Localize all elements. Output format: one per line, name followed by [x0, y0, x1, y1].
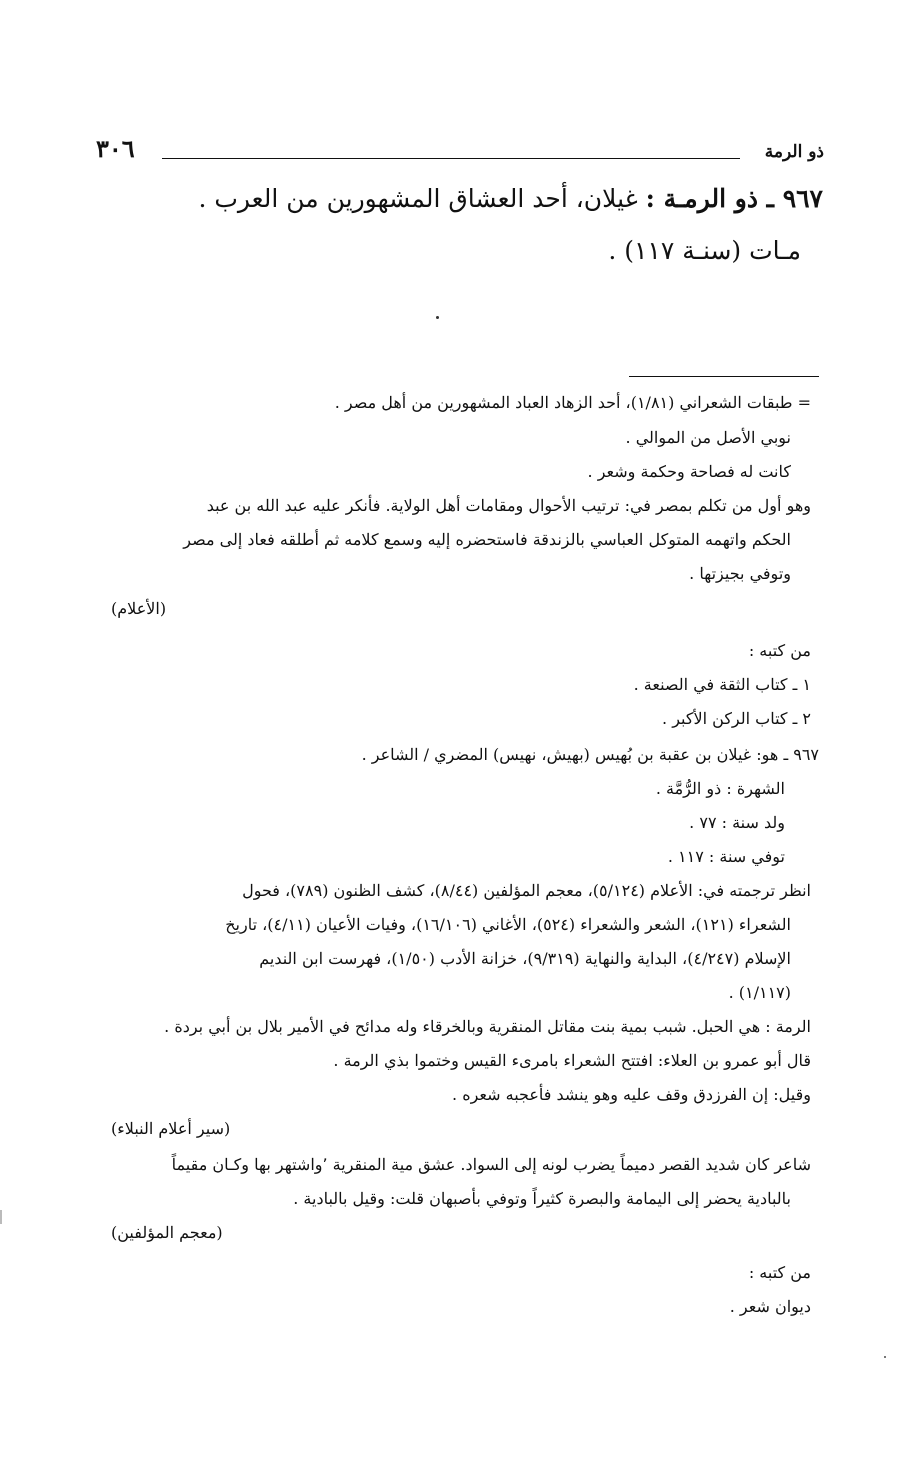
- footnote-line: وقيل: إن الفرزدق وقف عليه وهو ينشد فأعجبه شعره .: [452, 1085, 811, 1104]
- footnote-line: الرمة : هي الحبل. شبب بمية بنت مقاتل المنقرية وبالخرقاء وله مدائح في الأمير بلال بن أبي بردة .: [164, 1017, 811, 1036]
- footnote-line: = طبقات الشعراني (١/٨١)، أحد الزهاد العباد المشهورين من أهل مصر .: [334, 393, 811, 412]
- page-number: ٣٠٦: [96, 134, 135, 163]
- footnote-line: الشهرة : ذو الرُّمَّة .: [655, 779, 785, 798]
- footnote-line: كانت له فصاحة وحكمة وشعر .: [587, 462, 791, 481]
- stray-mark: [436, 316, 439, 319]
- footnote-line: توفي سنة : ١١٧ .: [667, 847, 785, 866]
- footnote-line: شاعر كان شديد القصر دميماً يضرب لونه إلى السواد. عشق مية المنقرية ٬واشتهر بها وكـان مقيماً: [171, 1155, 811, 1174]
- footnote-line: ولد سنة : ٧٧ .: [689, 813, 785, 832]
- footnote-line: من كتبه :: [748, 641, 811, 660]
- entry-line-1: [183, 184, 823, 213]
- footnote-line: ٢ ـ كتاب الركن الأكبر .: [662, 709, 811, 728]
- footnote-line: من كتبه :: [748, 1263, 811, 1282]
- source-citation: (سير أعلام النبلاء): [111, 1119, 231, 1138]
- footnote-line: ١ ـ كتاب الثقة في الصنعة .: [633, 675, 811, 694]
- footnote-line: الشعراء (١٢١)، الشعر والشعراء (٥٢٤)، الأغاني (١٦/١٠٦)، وفيات الأعيان (٤/١١)، تاريخ: [225, 915, 791, 934]
- source-citation: (الأعلام): [111, 599, 167, 618]
- header-rule: [162, 158, 740, 159]
- source-citation: (معجم المؤلفين): [111, 1223, 223, 1242]
- footnote-line: (١/١١٧) .: [728, 983, 791, 1002]
- footnote-line: قال أبو عمرو بن العلاء: افتتح الشعراء بامرىء القيس وختموا بذي الرمة .: [333, 1051, 811, 1070]
- footnote-line: ٩٦٧ ـ هو: غيلان بن عقبة بن بُهيس (بهيش، نهيس) المضري / الشاعر .: [361, 745, 819, 764]
- scan-edge-mark: [0, 1210, 2, 1224]
- footnote-line: نوبي الأصل من الموالي .: [625, 428, 791, 447]
- footnote-line: انظر ترجمته في: الأعلام (٥/١٢٤)، معجم المؤلفين (٨/٤٤)، كشف الظنون (٧٨٩)، فحول: [242, 881, 811, 900]
- footnote-line: بالبادية يحضر إلى اليمامة والبصرة كثيراً وتوفي بأصبهان قلت: وقيل بالبادية .: [293, 1189, 791, 1208]
- running-title: ذو الرمة: [764, 142, 824, 162]
- footnote-rule: [629, 376, 819, 377]
- footnote-line: الإسلام (٤/٢٤٧)، البداية والنهاية (٩/٣١٩)، خزانة الأدب (١/٥٠)، فهرست ابن النديم: [259, 949, 791, 968]
- entry-death: مـات (سنـة ١١٧) .: [608, 236, 801, 265]
- footnote-line: ديوان شعر .: [729, 1297, 811, 1316]
- running-header: [96, 134, 824, 168]
- entry-headword: ٩٦٧ ـ ذو الرمـة :: [645, 184, 823, 213]
- footnote-line: الحكم واتهمه المتوكل العباسي بالزندقة فاستحضره إليه وسمع كلامه ثم أطلقه فعاد إلى مصر: [183, 530, 791, 549]
- footnote-line: وتوفي بجيزتها .: [689, 564, 791, 583]
- footnote-line: وهو أول من تكلم بمصر في: ترتيب الأحوال ومقامات أهل الولاية. فأنكر عليه عبد الله بن عبد: [206, 496, 811, 515]
- margin-speck: [884, 1356, 886, 1358]
- entry-definition: غيلان، أحد العشاق المشهورين من العرب .: [198, 184, 638, 213]
